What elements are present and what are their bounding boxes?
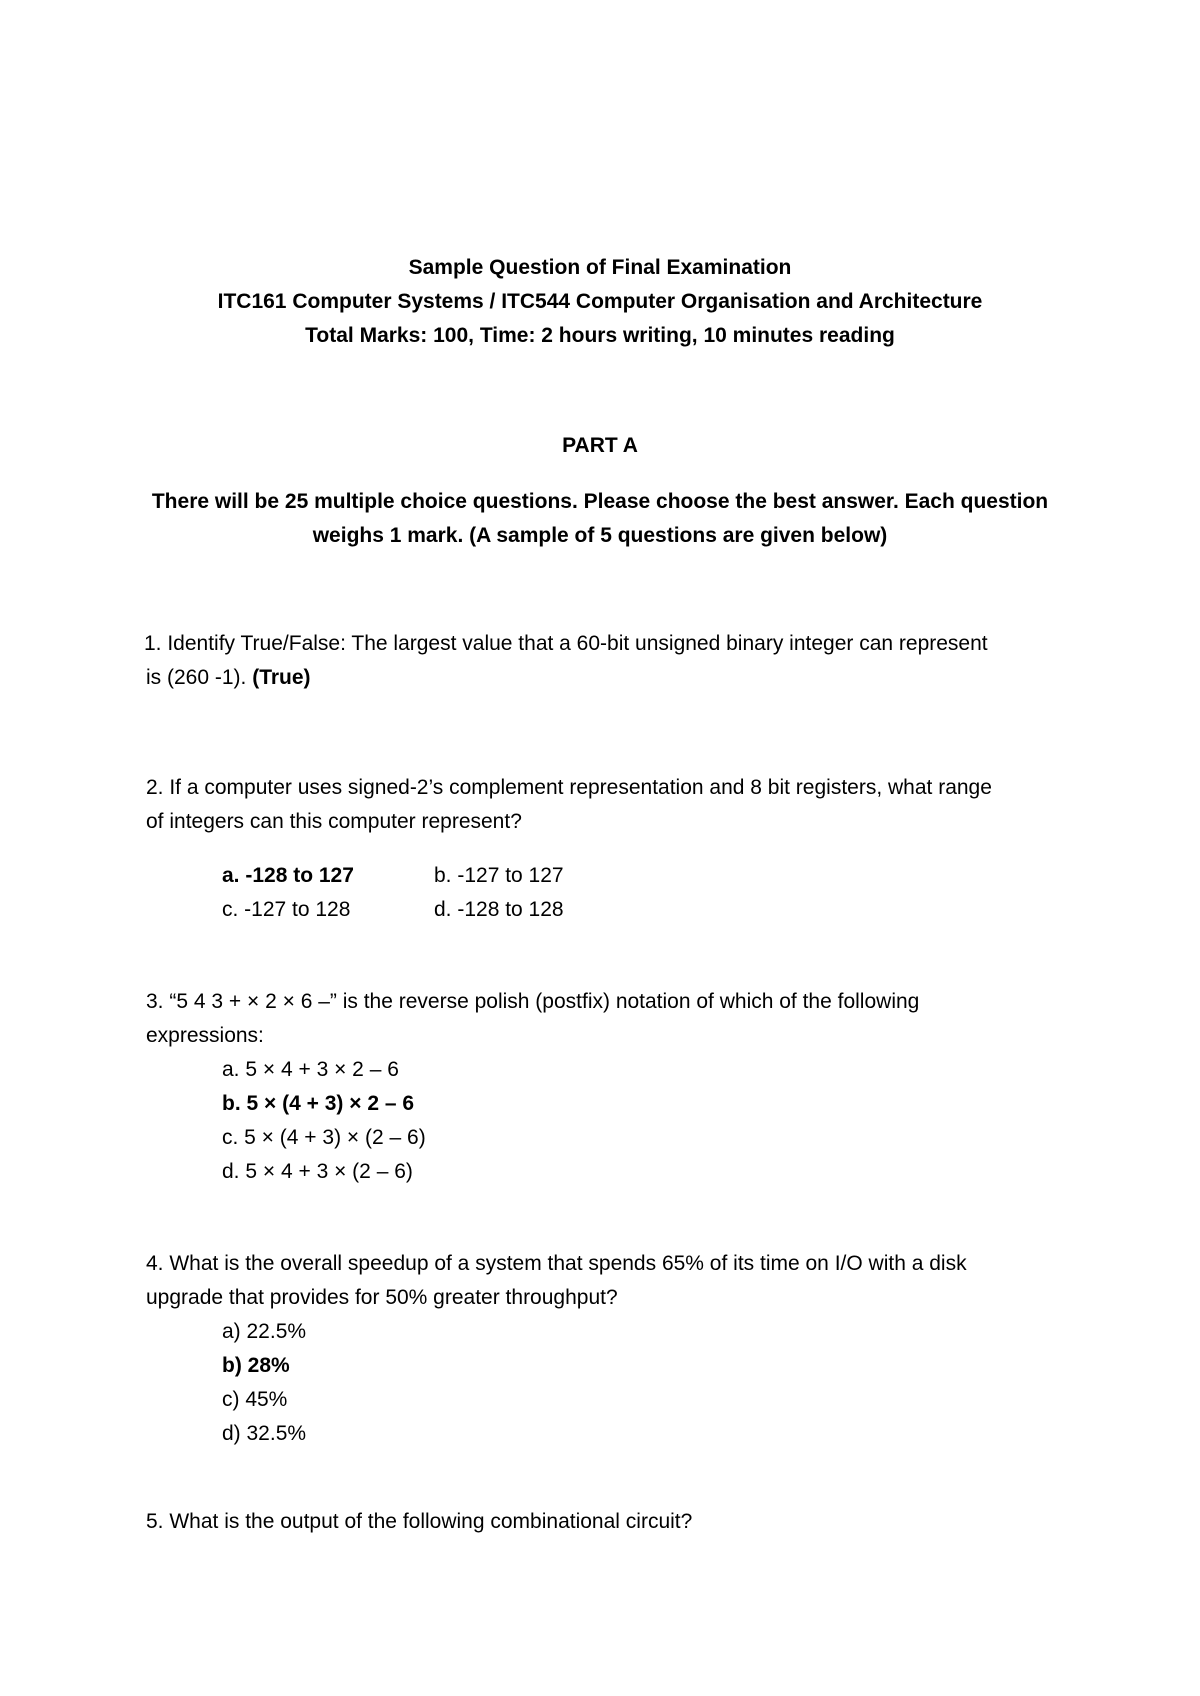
part-title: PART A [562,434,638,457]
question-2-option-a: a. -128 to 127 [222,864,354,887]
question-4-line1: 4. What is the overall speedup of a system that spends 65% of its time on I/O with a disk [146,1252,967,1275]
question-4-option-a: a) 22.5% [222,1320,307,1343]
question-1-answer: (True) [252,666,311,689]
question-2-option-c: c. -127 to 128 [222,898,351,921]
question-2-line1: 2. If a computer uses signed-2’s complement representation and 8 bit registers, what range [146,776,992,799]
question-1-statement: is (260 -1). [146,666,253,689]
course-title: ITC161 Computer Systems / ITC544 Computer Organisation and Architecture [217,290,983,313]
question-4-option-c: c) 45% [222,1388,288,1411]
question-3-option-b: b. 5 × (4 + 3) × 2 – 6 [222,1092,415,1115]
question-4-option-b: b) 28% [222,1354,290,1377]
part-instructions-line2: weighs 1 mark. (A sample of 5 questions are given below) [312,524,888,547]
exam-title: Sample Question of Final Examination [408,256,792,279]
question-2-option-b: b. -127 to 127 [434,864,564,887]
question-1-line2 [146,666,311,690]
question-3-line2: expressions: [146,1024,264,1047]
question-2-option-d: d. -128 to 128 [434,898,564,921]
question-4-option-d: d) 32.5% [222,1422,307,1445]
marks-and-time: Total Marks: 100, Time: 2 hours writing, 10 minutes reading [305,324,895,347]
question-3-option-d: d. 5 × 4 + 3 × (2 – 6) [222,1160,413,1183]
question-2-line2: of integers can this computer represent? [146,810,522,833]
part-instructions-line1: There will be 25 multiple choice questions. Please choose the best answer. Each question [151,490,1049,513]
question-4-line2: upgrade that provides for 50% greater throughput? [146,1286,618,1309]
question-5-line1: 5. What is the output of the following combinational circuit? [146,1510,693,1533]
question-1-line1: 1. Identify True/False: The largest value that a 60-bit unsigned binary integer can represent [144,632,988,655]
question-3-option-c: c. 5 × (4 + 3) × (2 – 6) [222,1126,426,1149]
question-3-option-a: a. 5 × 4 + 3 × 2 – 6 [222,1058,399,1081]
question-3-line1: 3. “5 4 3 + × 2 × 6 –” is the reverse polish (postfix) notation of which of the following [146,990,920,1013]
